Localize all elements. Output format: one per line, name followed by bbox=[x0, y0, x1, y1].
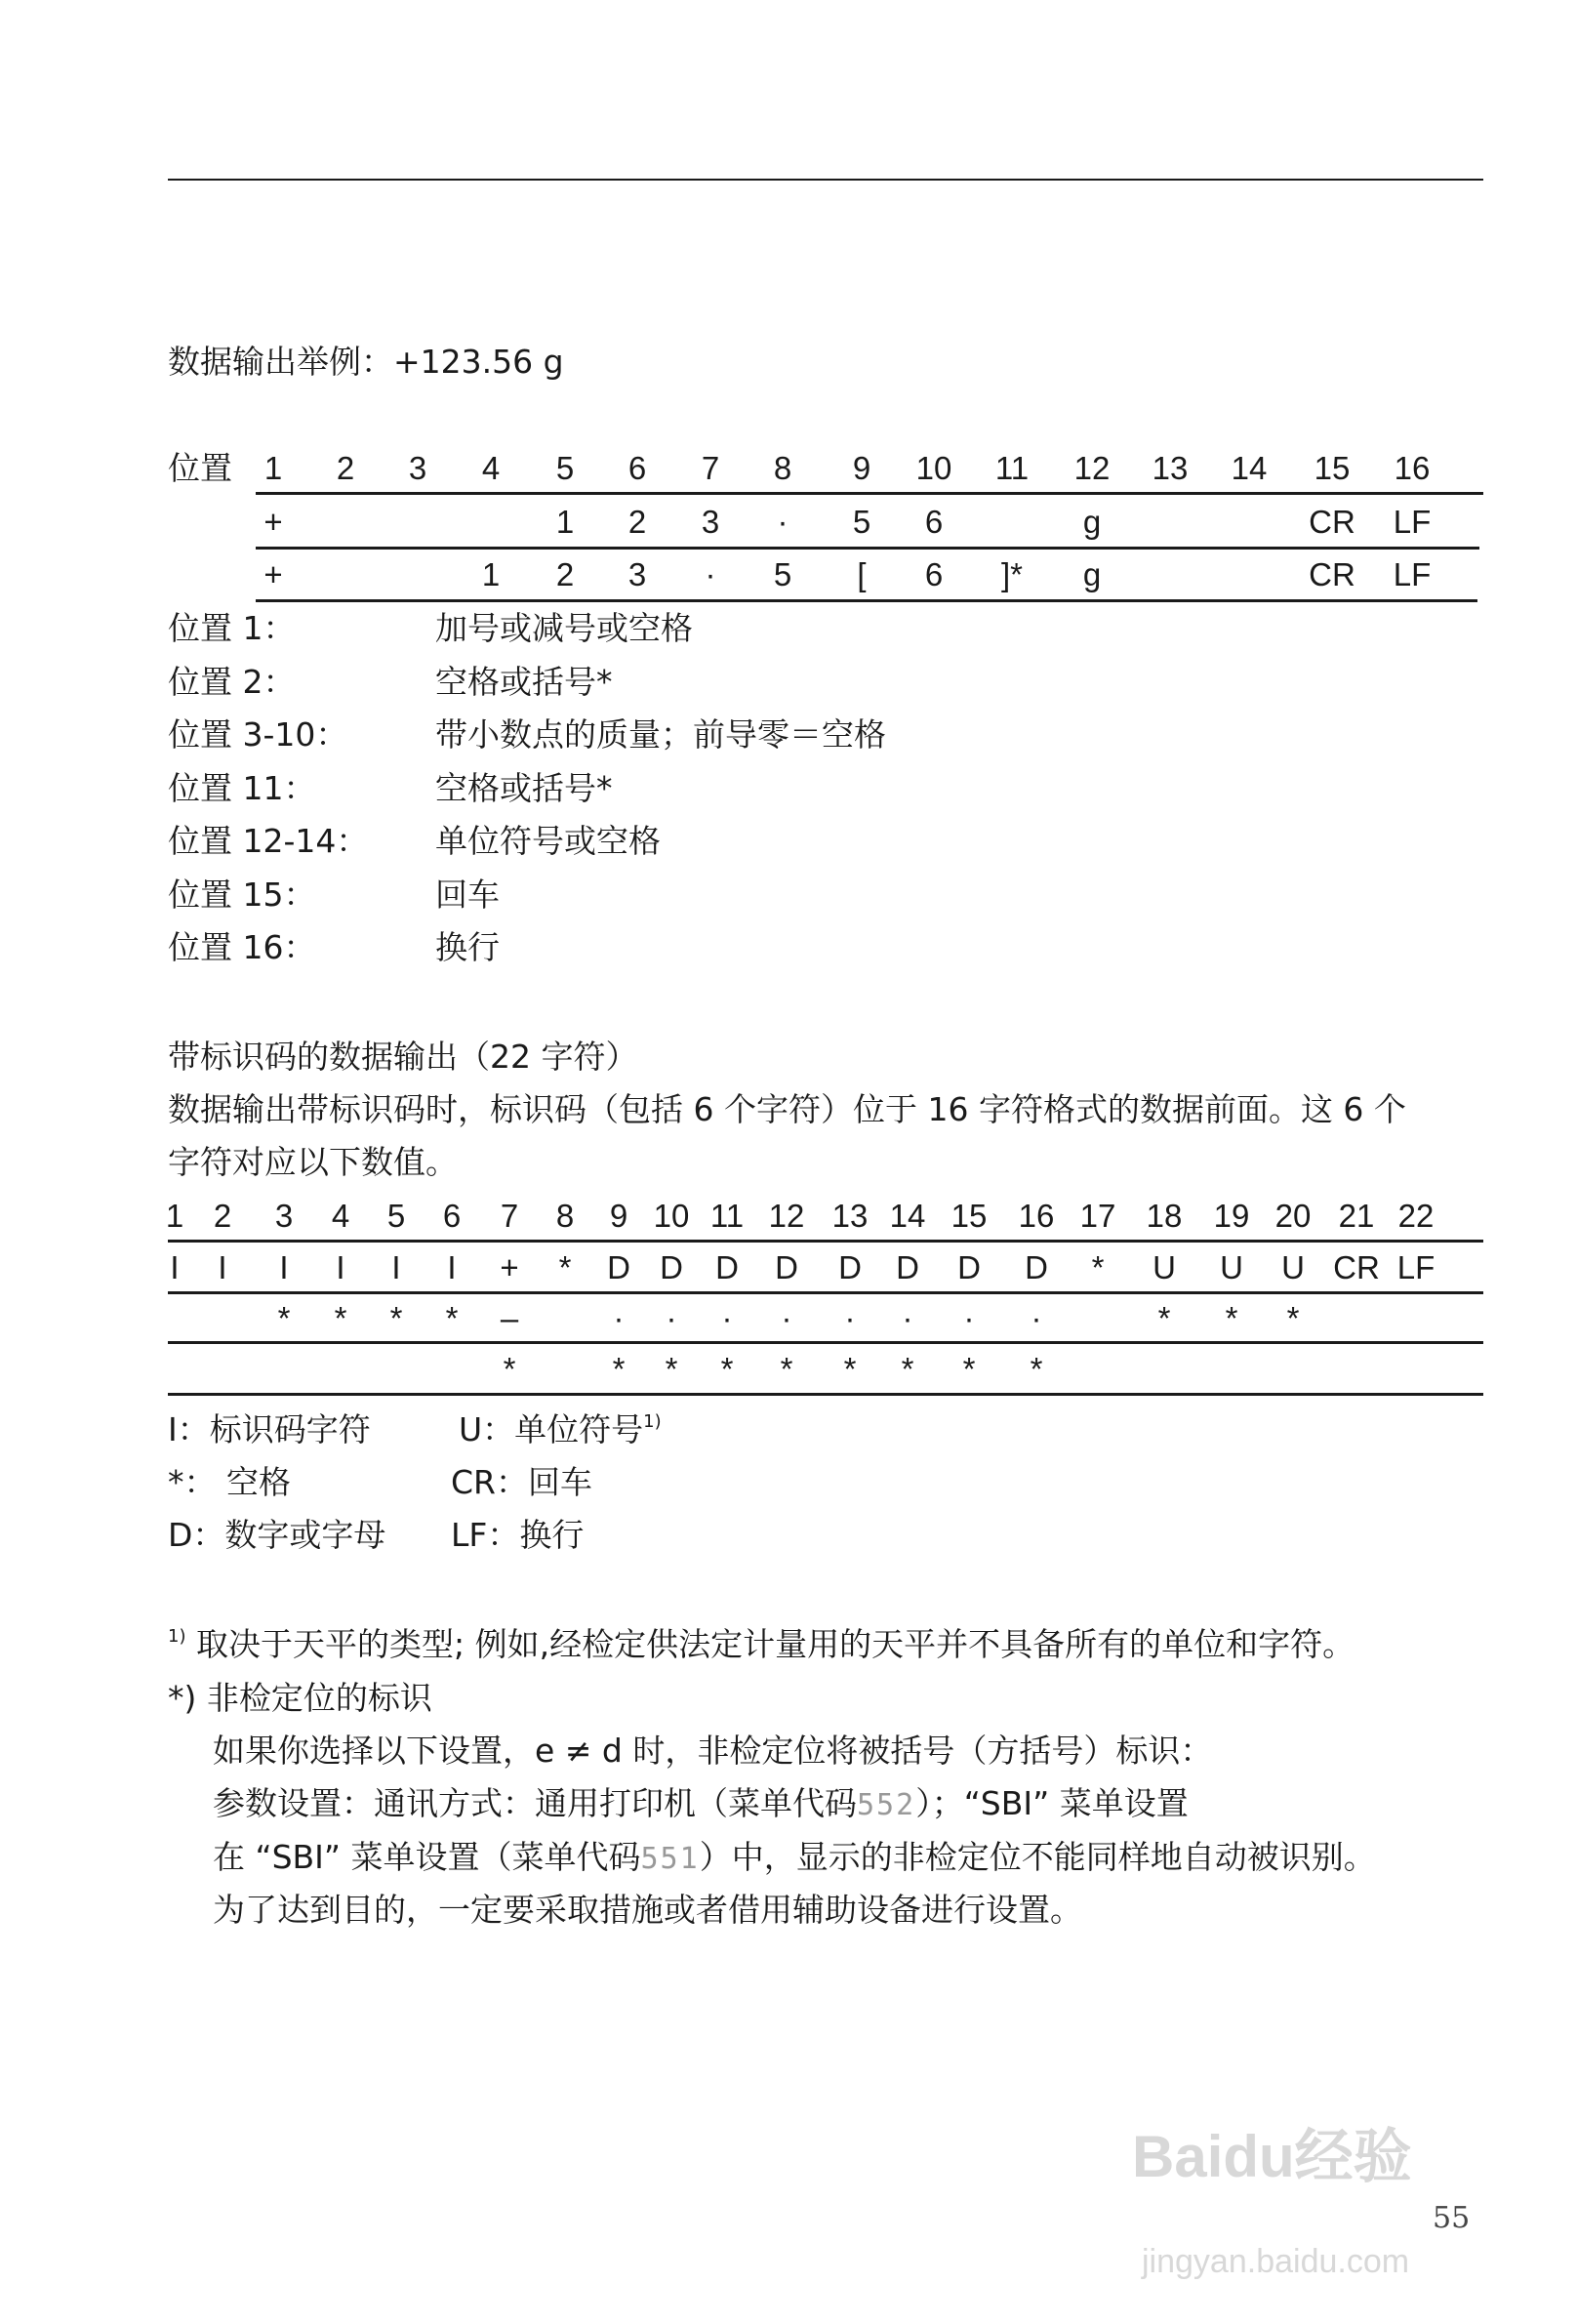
table-cell: * bbox=[665, 1351, 678, 1387]
table-cell: + bbox=[263, 504, 283, 540]
table-cell: CR bbox=[1309, 504, 1355, 540]
table-cell: 5 bbox=[773, 556, 792, 592]
column-header: 6 bbox=[442, 1198, 462, 1234]
legend-right-text: U：单位符号 bbox=[459, 1410, 644, 1448]
page-number: 55 bbox=[1433, 2201, 1471, 2235]
legend-right bbox=[459, 1410, 662, 1448]
table-cell: [ bbox=[857, 556, 867, 592]
column-header: 9 bbox=[852, 450, 871, 486]
legend-right: LF：换行 bbox=[451, 1516, 585, 1554]
table-cell: * bbox=[558, 1249, 572, 1285]
column-header: 3 bbox=[408, 450, 427, 486]
row-label: 位置 bbox=[168, 449, 232, 487]
legend-left: I：标识码字符 bbox=[168, 1410, 371, 1448]
position-label: 位置 12-14： bbox=[168, 822, 369, 860]
column-header: 5 bbox=[555, 450, 575, 486]
position-label: 位置 2： bbox=[168, 662, 296, 701]
column-header: 7 bbox=[701, 450, 720, 486]
table-cell: LF bbox=[1393, 556, 1432, 592]
top-rule bbox=[168, 179, 1483, 181]
column-header: 2 bbox=[336, 450, 355, 486]
watermark-url: jingyan.baidu.com bbox=[1142, 2243, 1410, 2280]
table-cell: D bbox=[957, 1249, 981, 1285]
table-cell: * bbox=[843, 1351, 857, 1387]
column-header: 3 bbox=[274, 1198, 294, 1234]
column-header: 16 bbox=[1394, 450, 1431, 486]
table-cell: 2 bbox=[555, 556, 575, 592]
table-cell: U bbox=[1281, 1249, 1305, 1285]
table-cell: CR bbox=[1333, 1249, 1380, 1285]
table-cell: I bbox=[218, 1249, 227, 1285]
column-header: 10 bbox=[915, 450, 952, 486]
table-cell: * bbox=[334, 1300, 347, 1336]
table1-rule bbox=[256, 547, 1479, 550]
table-cell: 3 bbox=[627, 556, 647, 592]
column-header: 8 bbox=[773, 450, 792, 486]
table-cell: * bbox=[901, 1351, 914, 1387]
position-description: 回车 bbox=[435, 875, 500, 914]
column-header: 18 bbox=[1146, 1198, 1183, 1234]
position-description: 带小数点的质量；前导零＝空格 bbox=[435, 715, 886, 754]
table-cell: · bbox=[902, 1300, 913, 1336]
table-cell: CR bbox=[1309, 556, 1355, 592]
menu-code-display: 552 bbox=[857, 1788, 916, 1822]
table-cell: LF bbox=[1393, 504, 1432, 540]
table-cell: 5 bbox=[852, 504, 871, 540]
table-cell: I bbox=[391, 1249, 401, 1285]
table-cell: * bbox=[780, 1351, 793, 1387]
column-header: 13 bbox=[831, 1198, 869, 1234]
table-cell: * bbox=[503, 1351, 516, 1387]
table-cell: * bbox=[1286, 1300, 1300, 1336]
table-cell: 1 bbox=[555, 504, 575, 540]
table-cell: LF bbox=[1396, 1249, 1435, 1285]
column-header: 2 bbox=[213, 1198, 232, 1234]
column-header: 6 bbox=[627, 450, 647, 486]
table2-rule bbox=[168, 1291, 1483, 1294]
footnote-mark: *) bbox=[168, 1679, 197, 1717]
footnote-2 bbox=[168, 1679, 432, 1717]
table-cell: I bbox=[447, 1249, 457, 1285]
column-header: 16 bbox=[1018, 1198, 1055, 1234]
table-cell: * bbox=[277, 1300, 291, 1336]
menu-code-display: 551 bbox=[640, 1842, 700, 1876]
table-cell: * bbox=[389, 1300, 403, 1336]
column-header: 9 bbox=[609, 1198, 628, 1234]
footnote-title: 非检定位的标识 bbox=[206, 1679, 432, 1717]
table-cell: 3 bbox=[701, 504, 720, 540]
column-header: 15 bbox=[950, 1198, 988, 1234]
column-header: 10 bbox=[653, 1198, 690, 1234]
table-cell: + bbox=[500, 1249, 519, 1285]
table-cell: g bbox=[1082, 504, 1102, 540]
table-cell: D bbox=[660, 1249, 683, 1285]
column-header: 11 bbox=[709, 1198, 745, 1234]
legend-right: CR：回车 bbox=[451, 1463, 592, 1501]
column-header: 12 bbox=[768, 1198, 805, 1234]
column-header: 22 bbox=[1397, 1198, 1435, 1234]
footnote-line: 为了达到目的，一定要采取措施或者借用辅助设备进行设置。 bbox=[213, 1891, 1082, 1929]
table-cell: · bbox=[781, 1300, 792, 1336]
table1-rule bbox=[256, 492, 1483, 495]
footnote-ref: 1) bbox=[643, 1411, 662, 1432]
column-header: 15 bbox=[1314, 450, 1351, 486]
section-paragraph: 数据输出带标识码时，标识码（包括 6 个字符）位于 16 字符格式的数据前面。这 6 个 bbox=[168, 1090, 1406, 1128]
column-header: 14 bbox=[1231, 450, 1268, 486]
text: 在 “SBI” 菜单设置（菜单代码 bbox=[213, 1838, 641, 1876]
table-cell: * bbox=[1157, 1300, 1171, 1336]
column-header: 5 bbox=[386, 1198, 406, 1234]
footnote-line: 如果你选择以下设置，e ≠ d 时，非检定位将被括号（方括号）标识： bbox=[213, 1732, 1213, 1770]
column-header: 8 bbox=[555, 1198, 575, 1234]
table-cell: · bbox=[1031, 1300, 1042, 1336]
column-header: 1 bbox=[165, 1198, 184, 1234]
table2-rule bbox=[168, 1393, 1483, 1396]
position-label: 位置 1： bbox=[168, 609, 296, 647]
table-cell: D bbox=[1025, 1249, 1048, 1285]
table-cell: 2 bbox=[627, 504, 647, 540]
section-paragraph: 字符对应以下数值。 bbox=[168, 1143, 458, 1181]
table-cell: * bbox=[612, 1351, 626, 1387]
table-cell: * bbox=[1091, 1249, 1105, 1285]
column-header: 4 bbox=[331, 1198, 350, 1234]
table-cell: · bbox=[666, 1300, 677, 1336]
table-cell: · bbox=[777, 504, 788, 540]
column-header: 11 bbox=[994, 450, 1030, 486]
table-cell: 6 bbox=[924, 556, 944, 592]
table-cell: D bbox=[896, 1249, 919, 1285]
table-cell: 1 bbox=[481, 556, 501, 592]
footnote-1 bbox=[168, 1625, 1355, 1663]
section-title: 带标识码的数据输出（22 字符） bbox=[168, 1038, 638, 1076]
table-cell: I bbox=[336, 1249, 345, 1285]
position-description: 加号或减号或空格 bbox=[435, 609, 693, 647]
table-cell: · bbox=[963, 1300, 975, 1336]
footnote-mark: 1) bbox=[168, 1626, 186, 1647]
table-cell: · bbox=[844, 1300, 856, 1336]
table-cell: * bbox=[1030, 1351, 1043, 1387]
watermark-logo: Baidu经验 bbox=[1132, 2124, 1412, 2189]
table-cell: D bbox=[607, 1249, 630, 1285]
table-cell: + bbox=[263, 556, 283, 592]
table-cell: I bbox=[170, 1249, 180, 1285]
position-description: 空格或括号* bbox=[435, 662, 613, 701]
table-cell: g bbox=[1082, 556, 1102, 592]
column-header: 13 bbox=[1152, 450, 1189, 486]
position-label: 位置 15： bbox=[168, 875, 316, 914]
column-header: 1 bbox=[263, 450, 283, 486]
column-header: 20 bbox=[1274, 1198, 1312, 1234]
table-cell: I bbox=[279, 1249, 289, 1285]
table-cell: * bbox=[445, 1300, 459, 1336]
table-cell: 6 bbox=[924, 504, 944, 540]
position-label: 位置 11： bbox=[168, 768, 316, 807]
table-cell: U bbox=[1220, 1249, 1243, 1285]
table-cell: * bbox=[1225, 1300, 1238, 1336]
table-cell: · bbox=[705, 556, 716, 592]
table-cell: · bbox=[613, 1300, 625, 1336]
table-cell: ]* bbox=[1000, 556, 1024, 592]
column-header: 14 bbox=[889, 1198, 926, 1234]
column-header: 21 bbox=[1338, 1198, 1375, 1234]
table-cell: U bbox=[1152, 1249, 1176, 1285]
table1-rule bbox=[256, 599, 1477, 602]
table-cell: D bbox=[715, 1249, 739, 1285]
example-title: 数据输出举例：+123.56 g bbox=[168, 343, 564, 381]
table-cell: · bbox=[721, 1300, 733, 1336]
footnote-text: 取决于天平的类型; 例如,经检定供法定计量用的天平并不具备所有的单位和字符。 bbox=[195, 1625, 1355, 1663]
text: ）中，显示的非检定位不能同样地自动被识别。 bbox=[699, 1838, 1376, 1876]
table-cell: D bbox=[838, 1249, 862, 1285]
column-header: 4 bbox=[481, 450, 501, 486]
column-header: 19 bbox=[1213, 1198, 1250, 1234]
column-header: 12 bbox=[1073, 450, 1111, 486]
position-label: 位置 16： bbox=[168, 928, 316, 966]
position-label: 位置 3-10： bbox=[168, 715, 348, 754]
position-description: 空格或括号* bbox=[435, 768, 613, 807]
table-cell: * bbox=[962, 1351, 976, 1387]
table-cell: – bbox=[500, 1300, 519, 1336]
table2-rule bbox=[168, 1240, 1483, 1243]
text: ）；“SBI” 菜单设置 bbox=[915, 1784, 1189, 1822]
table-cell: * bbox=[720, 1351, 734, 1387]
footnote-line bbox=[213, 1838, 1376, 1876]
column-header: 7 bbox=[500, 1198, 519, 1234]
text: 参数设置：通讯方式：通用打印机（菜单代码 bbox=[213, 1784, 857, 1822]
position-description: 换行 bbox=[435, 928, 500, 966]
column-header: 17 bbox=[1079, 1198, 1116, 1234]
position-description: 单位符号或空格 bbox=[435, 822, 661, 860]
footnote-line bbox=[213, 1784, 1189, 1822]
legend-left: D：数字或字母 bbox=[168, 1516, 386, 1554]
legend-left: *： 空格 bbox=[168, 1463, 291, 1501]
table2-rule bbox=[168, 1341, 1483, 1344]
table-cell: D bbox=[775, 1249, 798, 1285]
